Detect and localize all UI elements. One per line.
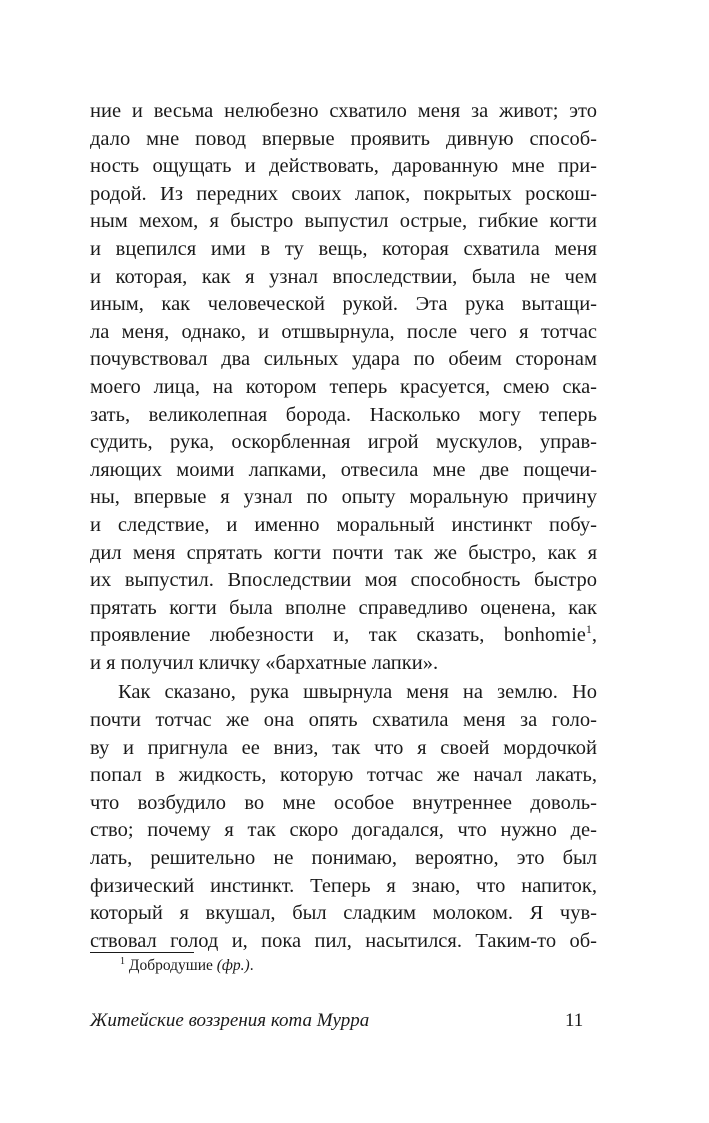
text-line: ствовал голод и, пока пил, насытился. Таким-то об- bbox=[90, 929, 597, 952]
page-number: 11 bbox=[565, 1010, 584, 1031]
text-line: физический инстинкт. Теперь я знаю, что напиток, bbox=[90, 874, 597, 897]
text-line: ляющих моими лапками, отвесила мне две пощечи- bbox=[90, 458, 597, 481]
text-line: и я получил кличку «бархатные лапки». bbox=[90, 651, 439, 674]
footnote-divider bbox=[90, 952, 194, 953]
paragraph-1 bbox=[90, 98, 597, 677]
footnote-tail: . bbox=[249, 957, 254, 974]
footnote-lang: (фр.) bbox=[216, 957, 250, 974]
footnote-mark: 1 bbox=[120, 955, 125, 967]
text-line: прятать когти была вполне справедливо оценена, как bbox=[90, 596, 597, 619]
text-line: дил меня спрятать когти почти так же быстро, как я bbox=[90, 541, 597, 564]
text-line: и которая, как я узнал впоследствии, была не чем bbox=[90, 265, 597, 288]
bonhomie-text: проявление любезности и, так сказать, bonhomie bbox=[90, 624, 586, 647]
text-line: родой. Из передних своих лапок, покрытых роскош- bbox=[90, 182, 597, 205]
footnote-text: Добродушие bbox=[128, 957, 217, 974]
footnote bbox=[120, 956, 254, 976]
page-body bbox=[90, 98, 597, 955]
text-line-with-footnote bbox=[90, 622, 597, 650]
text-line: попал в жидкость, которую тотчас же начал лакать, bbox=[90, 764, 597, 787]
text-line: почти тотчас же она опять схватила меня за голо- bbox=[90, 709, 597, 732]
text-line: иным, как человеческой рукой. Эта рука вытащи- bbox=[90, 293, 597, 316]
text-line: зать, великолепная борода. Насколько могу теперь bbox=[90, 403, 597, 426]
text-line: ство; почему я так скоро догадался, что нужно де- bbox=[90, 819, 597, 842]
text-line: и следствие, и именно моральный инстинкт побу- bbox=[90, 513, 597, 536]
text-line: Как сказано, рука швырнула меня на землю. Но bbox=[118, 681, 597, 704]
text-line: ность ощущать и действовать, дарованную мне при- bbox=[90, 155, 597, 178]
text-line: их выпустил. Впоследствии моя способность быстро bbox=[90, 569, 597, 592]
text-line: ние и весьма нелюбезно схватило меня за живот; это bbox=[90, 100, 597, 122]
text-line: почувствовал два сильных удара по обеим сторонам bbox=[90, 348, 597, 371]
text-line: ву и пригнула ее вниз, так что я своей мордочкой bbox=[90, 736, 597, 759]
text-line: который я вкушал, был сладким молоком. Я чув- bbox=[90, 902, 597, 925]
text-line: дало мне повод впервые проявить дивную способ- bbox=[90, 127, 597, 150]
text-line: ным мехом, я быстро выпустил острые, гибкие когти bbox=[90, 210, 597, 233]
footnote-reference[interactable]: 1 bbox=[585, 622, 592, 637]
text-line: что возбудило во мне особое внутреннее доволь- bbox=[90, 791, 597, 814]
text-line: судить, рука, оскорбленная игрой мускулов, управ- bbox=[90, 431, 597, 454]
running-footer-title: Житейские воззрения кота Мурра bbox=[90, 1010, 370, 1031]
text-line: лать, решительно не понимаю, вероятно, это был bbox=[90, 847, 597, 870]
paragraph-2 bbox=[90, 679, 597, 955]
text-line: моего лица, на котором теперь красуется, смею ска- bbox=[90, 375, 597, 398]
text-line: ла меня, однако, и отшвырнула, после чего я тотчас bbox=[90, 320, 597, 343]
text-line: и вцепился ими в ту вещь, которая схватила меня bbox=[90, 237, 597, 260]
text-line: ны, впервые я узнал по опыту моральную причину bbox=[90, 486, 597, 509]
bonhomie-tail: , bbox=[591, 624, 597, 647]
